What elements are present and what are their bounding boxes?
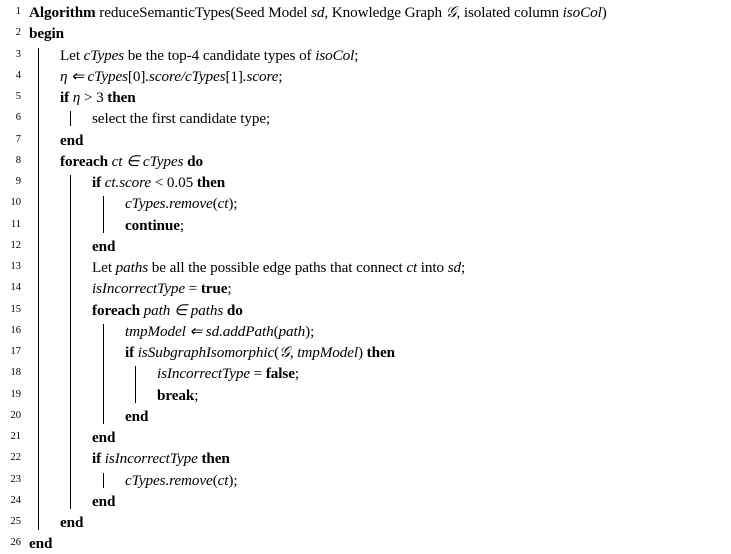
text-run: ); [305,322,315,340]
text-run: Let [60,46,84,64]
line-text [125,406,148,427]
line-text [92,236,115,257]
line-number: 11 [10,218,21,230]
block-indent-bar [135,366,136,402]
keyword: then [201,450,230,468]
keyword: if [60,89,70,106]
line-number: 9 [15,176,21,187]
algorithm-line [0,172,731,193]
line-text [60,512,83,533]
text-run: [1] [225,67,243,85]
keyword: end [92,492,116,510]
block-indent-bar [70,175,71,509]
math-identifier: isIncorrectType [92,280,185,298]
algorithm-line [0,491,731,512]
line-text [92,278,232,299]
math-identifier: η ⇐ cTypes [60,67,128,85]
math-identifier: path ∈ paths [139,301,224,319]
algorithm-line [0,45,731,66]
algorithm-line [0,385,731,406]
algorithm-line [0,448,731,469]
text-run: ; [194,386,199,404]
text-run: , isolated column [456,4,563,21]
line-text [60,45,358,66]
line-text [60,151,203,172]
text-run: be all the possible edge paths that connect [148,259,407,276]
line-text [92,172,225,193]
text-run: = [184,280,201,298]
keyword: continue [125,216,180,234]
line-text [157,385,198,406]
line-text [60,87,136,108]
algorithm-line [0,23,731,44]
text-run: ) [601,4,607,21]
keyword: then [107,89,136,106]
keyword: Algorithm [29,4,96,21]
line-number: 22 [10,452,21,464]
line-number: 19 [10,388,21,400]
math-identifier: ct.score [101,174,152,191]
math-identifier: 𝒢 [445,4,457,21]
keyword: foreach [60,152,108,170]
block-indent-bar [38,48,39,531]
algorithm-line [0,278,731,299]
text-run: ; [227,280,232,298]
algorithm-line [0,406,731,427]
line-text [92,491,115,512]
line-number: 2 [15,27,21,39]
keyword: end [92,237,116,255]
text-run: ( [273,322,279,340]
text-run: ; [354,46,359,64]
keyword: end [92,429,116,446]
keyword: then [196,174,226,191]
keyword: if [92,174,102,191]
keyword: break [157,386,195,404]
line-text [92,257,465,278]
math-identifier: isoCol [562,4,602,21]
math-identifier: sd [311,4,325,21]
algorithm-line [0,512,731,533]
line-number: 3 [15,48,21,60]
line-number: 21 [10,431,21,442]
line-number: 7 [15,133,21,145]
line-number: 20 [10,409,21,421]
line-text [92,448,230,469]
line-number: 18 [10,367,21,379]
text-run: Let [92,259,116,276]
line-number: 8 [15,154,21,166]
keyword: begin [29,25,64,43]
algorithm-line [0,321,731,342]
line-number: 6 [15,112,21,124]
line-number: 1 [15,6,21,17]
line-text [157,363,299,384]
text-run: ); [228,195,238,213]
algorithm-line [0,130,731,151]
keyword: false [265,365,295,383]
text-run: ) [358,344,367,361]
line-number: 26 [10,537,21,549]
math-identifier: isIncorrectType [101,450,198,468]
line-text [60,130,83,151]
text-run: ( [274,344,280,361]
line-text [92,108,270,129]
line-number: 13 [10,261,21,272]
math-identifier: 𝒢, tmpModel [279,344,359,361]
line-number: 24 [10,494,21,506]
line-text [29,23,64,44]
algorithm-line [0,151,731,172]
math-identifier: ct [217,195,229,213]
text-run: = [249,365,266,383]
math-identifier: cTypes [83,46,125,64]
math-identifier: paths [115,259,149,276]
algorithm-line [0,427,731,448]
math-identifier: isoCol [315,46,355,64]
line-number: 10 [10,197,21,209]
algorithm-line [0,300,731,321]
line-number: 14 [10,282,21,294]
line-number: 15 [10,303,21,315]
text-run: select the first candidate type; [92,110,271,128]
keyword: if [92,450,102,468]
algorithm-line [0,193,731,214]
text-run: ( [212,471,218,489]
line-text [92,427,115,448]
text-run: [0] [127,67,146,85]
math-identifier: isSubgraphIsomorphic [134,344,275,361]
text-run: ; [461,259,466,276]
math-identifier: cTypes.remove [125,471,213,489]
line-text [125,470,238,491]
math-identifier: isIncorrectType [157,365,250,383]
math-identifier: cTypes.remove [125,195,213,213]
algorithm-line [0,342,731,363]
line-text [60,66,283,87]
math-identifier: .score/cTypes [145,67,226,85]
algorithm-line [0,87,731,108]
text-run: ; [179,216,185,234]
algorithm-line [0,363,731,384]
keyword: end [125,407,149,425]
algorithm-line [0,257,731,278]
keyword: true [200,280,228,298]
math-identifier: path [278,322,306,340]
algorithm-line [0,215,731,236]
text-run: , Knowledge Graph [324,4,446,21]
keyword: then [366,344,395,361]
text-run: < 0.05 [151,174,197,191]
keyword: do [226,301,243,319]
keyword: end [29,535,53,553]
line-number: 17 [10,346,21,357]
line-text [29,2,607,23]
keyword: end [60,131,84,149]
algorithm-line [0,2,731,23]
keyword: foreach [92,301,140,319]
block-indent-bar [70,111,71,126]
math-identifier: sd [447,259,462,276]
text-run: > 3 [80,89,108,106]
line-number: 12 [10,239,21,251]
keyword: do [187,152,203,170]
math-identifier: ct [217,471,229,489]
text-run: be the top-4 candidate types of [124,46,316,64]
algorithm-line [0,108,731,129]
algorithm-line [0,236,731,257]
text-run: ); [228,471,238,489]
line-number: 16 [10,324,21,336]
line-text [125,321,314,342]
keyword: if [125,344,135,361]
block-indent-bar [103,473,104,488]
block-indent-bar [103,196,104,232]
line-text [125,342,395,363]
block-indent-bar [103,324,104,424]
line-number: 23 [10,473,21,485]
text-run: ; [294,365,299,383]
algorithm-line [0,66,731,87]
text-run: reduceSemanticTypes(Seed Model [95,4,312,21]
line-text [125,193,238,214]
line-number: 5 [15,91,21,102]
math-identifier: η [69,89,81,106]
keyword: end [60,514,84,531]
math-identifier: ct [406,259,418,276]
algorithm-line [0,470,731,491]
line-number: 4 [15,69,21,81]
line-text [125,215,184,236]
text-run: into [417,259,448,276]
math-identifier: ct ∈ cTypes [107,152,184,170]
line-number: 25 [10,516,21,527]
text-run: ; [278,67,283,85]
text-run: ( [212,195,218,213]
line-text [92,300,243,321]
math-identifier: .score [242,67,279,85]
math-identifier: tmpModel ⇐ sd.addPath [125,322,274,340]
